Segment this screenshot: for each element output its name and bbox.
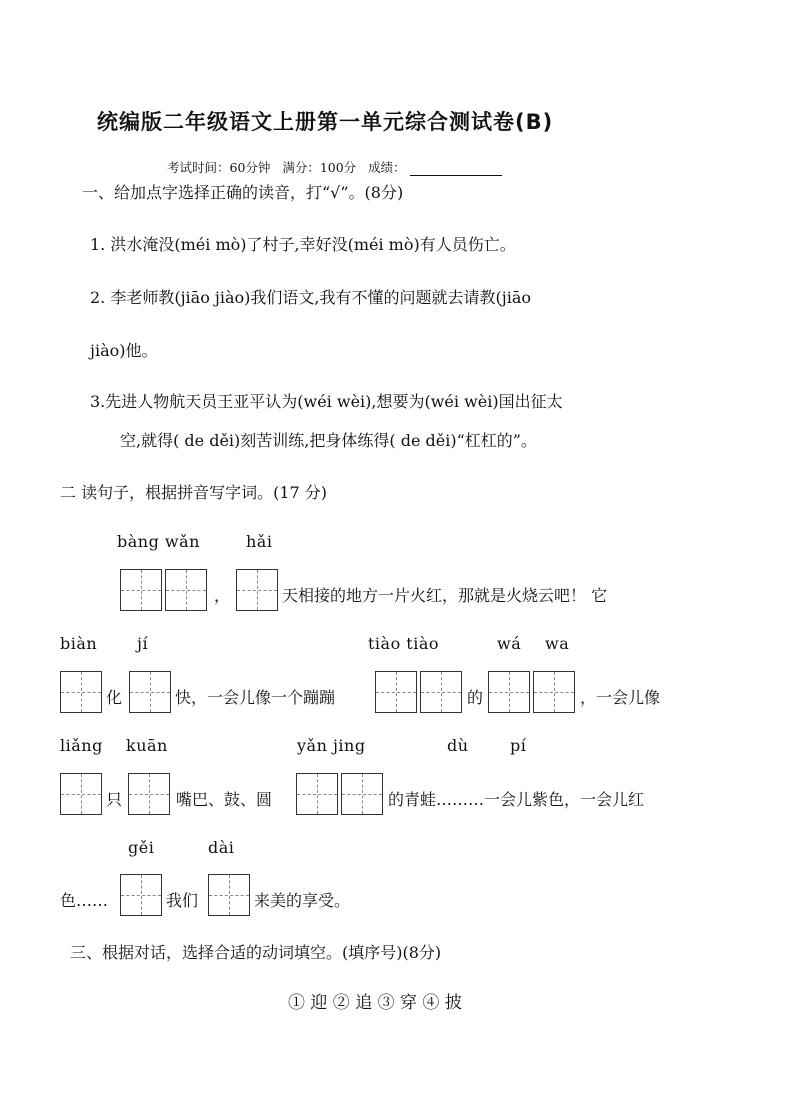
sentence-text: 我们: [166, 891, 199, 910]
pinyin-bangwan: bàng wǎn: [117, 532, 200, 551]
pinyin-hai: hǎi: [246, 532, 273, 551]
pinyin-wa: wá: [497, 634, 522, 653]
sentence-text: 只: [106, 790, 123, 809]
pinyin-liang: liǎng: [60, 736, 103, 755]
write-box[interactable]: [60, 773, 102, 815]
sentence-text: 来美的享受。: [254, 891, 351, 910]
write-box[interactable]: [60, 671, 102, 713]
sentence-text: 色……: [60, 891, 109, 910]
pinyin-bian: biàn: [60, 634, 98, 653]
write-box[interactable]: [208, 874, 250, 916]
sentence-text: ，一会儿像: [580, 688, 661, 707]
write-box[interactable]: [120, 569, 162, 611]
page-title: 统编版二年级语文上册第一单元综合测试卷(B): [97, 110, 554, 134]
exam-info: [167, 158, 502, 176]
pinyin-kuan: kuān: [126, 736, 168, 755]
full-score: 满分：100分: [282, 160, 357, 175]
write-box[interactable]: [128, 773, 170, 815]
comma-text: ，: [214, 586, 231, 605]
write-box[interactable]: [296, 773, 338, 815]
sentence-text: 化: [106, 688, 123, 707]
pinyin-du: dù: [447, 736, 469, 755]
sentence-text: 嘴巴、鼓、圆: [176, 790, 273, 809]
write-box[interactable]: [488, 671, 530, 713]
pinyin-gei: gěi: [128, 838, 155, 857]
verb-options: ① 迎 ② 追 ③ 穿 ④ 披: [288, 993, 462, 1013]
write-box[interactable]: [375, 671, 417, 713]
question-3-line2: 空,就得( de děi)刻苦训练,把身体练得( de děi)“杠杠的”。: [120, 431, 537, 450]
question-2-line2: jiào)他。: [90, 341, 158, 360]
exam-time: 考试时间：60分钟: [167, 160, 271, 175]
write-box[interactable]: [236, 569, 278, 611]
section1-heading: 一、给加点字选择正确的读音，打“√”。(8分): [82, 183, 404, 202]
question-1: 1. 洪水淹没(méi mò)了村子,幸好没(méi mò)有人员伤亡。: [90, 235, 516, 254]
pinyin-wa2: wa: [545, 634, 570, 653]
pinyin-dai: dài: [208, 838, 235, 857]
grade-blank[interactable]: [410, 163, 502, 176]
write-box[interactable]: [129, 671, 171, 713]
sentence-text: 天相接的地方一片火红，那就是火烧云吧！ 它: [282, 586, 608, 605]
write-box[interactable]: [165, 569, 207, 611]
sentence-text: 快，一会儿像一个蹦蹦: [175, 688, 336, 707]
sentence-text: 的: [467, 688, 484, 707]
pinyin-ji: jí: [137, 634, 149, 653]
section3-heading: 三、根据对话，选择合适的动词填空。(填序号)(8分): [70, 943, 442, 962]
question-3-line1: 3.先进人物航天员王亚平认为(wéi wèi),想要为(wéi wèi)国出征太: [90, 392, 563, 411]
sentence-text: 的青蛙………一会儿紫色，一会儿红: [388, 790, 645, 809]
question-2-line1: 2. 李老师教(jiāo jiào)我们语文,我有不懂的问题就去请教(jiāo: [90, 288, 532, 307]
write-box[interactable]: [341, 773, 383, 815]
write-box[interactable]: [420, 671, 462, 713]
pinyin-pi: pí: [510, 736, 527, 755]
write-box[interactable]: [533, 671, 575, 713]
grade-label: 成绩：: [368, 160, 406, 175]
pinyin-yanjing: yǎn jing: [297, 736, 366, 755]
pinyin-tiaotiao: tiào tiào: [368, 634, 440, 653]
section2-heading: 二 读句子，根据拼音写字词。(17 分): [60, 483, 328, 502]
write-box[interactable]: [120, 874, 162, 916]
